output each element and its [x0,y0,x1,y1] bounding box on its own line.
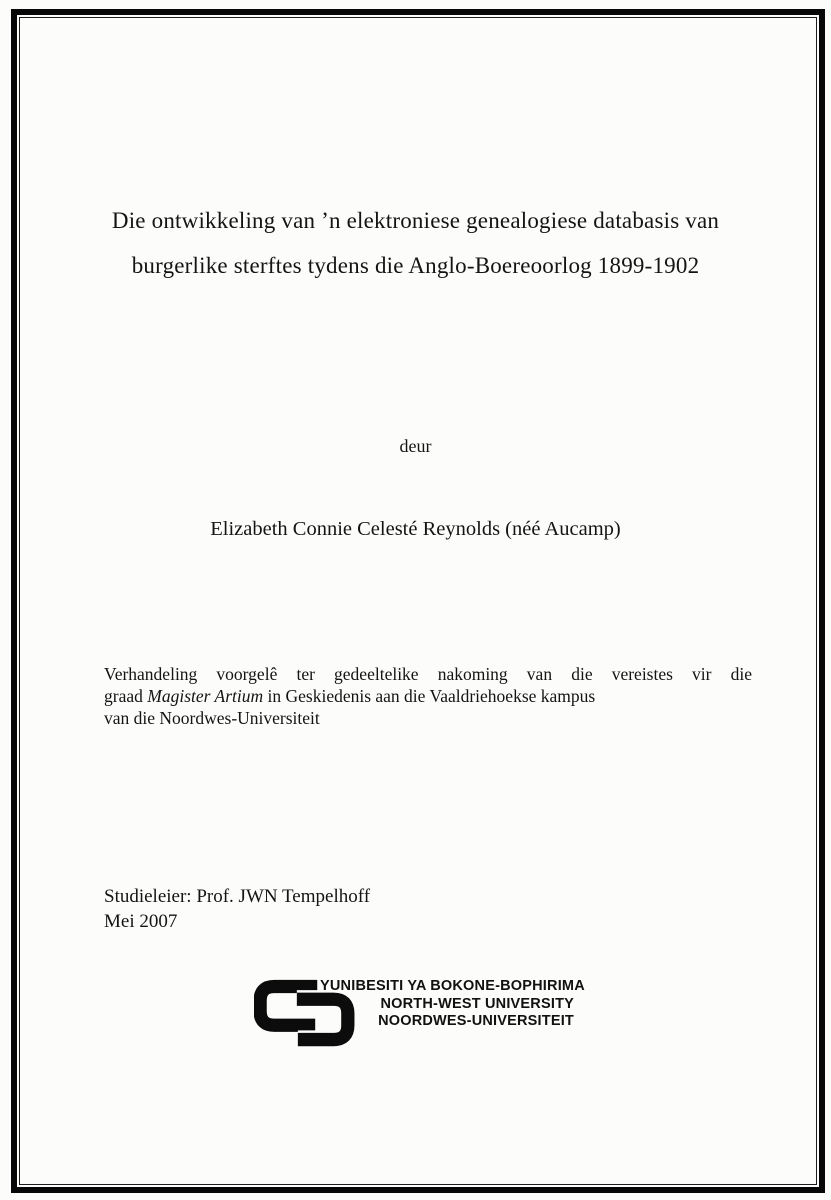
date-line: Mei 2007 [104,911,178,932]
university-logo [254,970,594,1062]
logo-line-setswana: YUNIBESITI YA BOKONE-BOPHIRIMA [320,978,585,994]
university-logo-text [320,978,585,1031]
footer-block [104,884,370,934]
logo-line-english: NORTH-WEST UNIVERSITY [380,995,574,1012]
degree-statement-line2 [104,685,752,707]
thesis-title [60,198,771,288]
degree-name: Magister Artium [147,686,264,706]
degree-statement-line3: van die Noordwes-Universiteit [104,708,320,728]
degree-statement-line2-post: in Geskiedenis aan die Vaaldriehoekse kampus [263,686,596,706]
thesis-title-line1: Die ontwikkeling van ’n elektroniese genealogiese databasis van [111,208,720,233]
byline-deur: deur [399,436,432,456]
degree-statement-line2-pre: graad [104,686,148,706]
degree-statement-line1: Verhandeling voorgelê ter gedeeltelike nakoming van die vereistes vir die [104,664,752,684]
supervisor-line: Studieleier: Prof. JWN Tempelhoff [104,886,371,907]
author-name: Elizabeth Connie Celesté Reynolds (néé Aucamp) [210,518,621,540]
degree-statement [104,663,752,729]
logo-line-afrikaans: NOORDWES-UNIVERSITEIT [378,1013,574,1029]
thesis-title-line2: burgerlike sterftes tydens die Anglo-Boereoorlog 1899-1902 [131,253,700,278]
